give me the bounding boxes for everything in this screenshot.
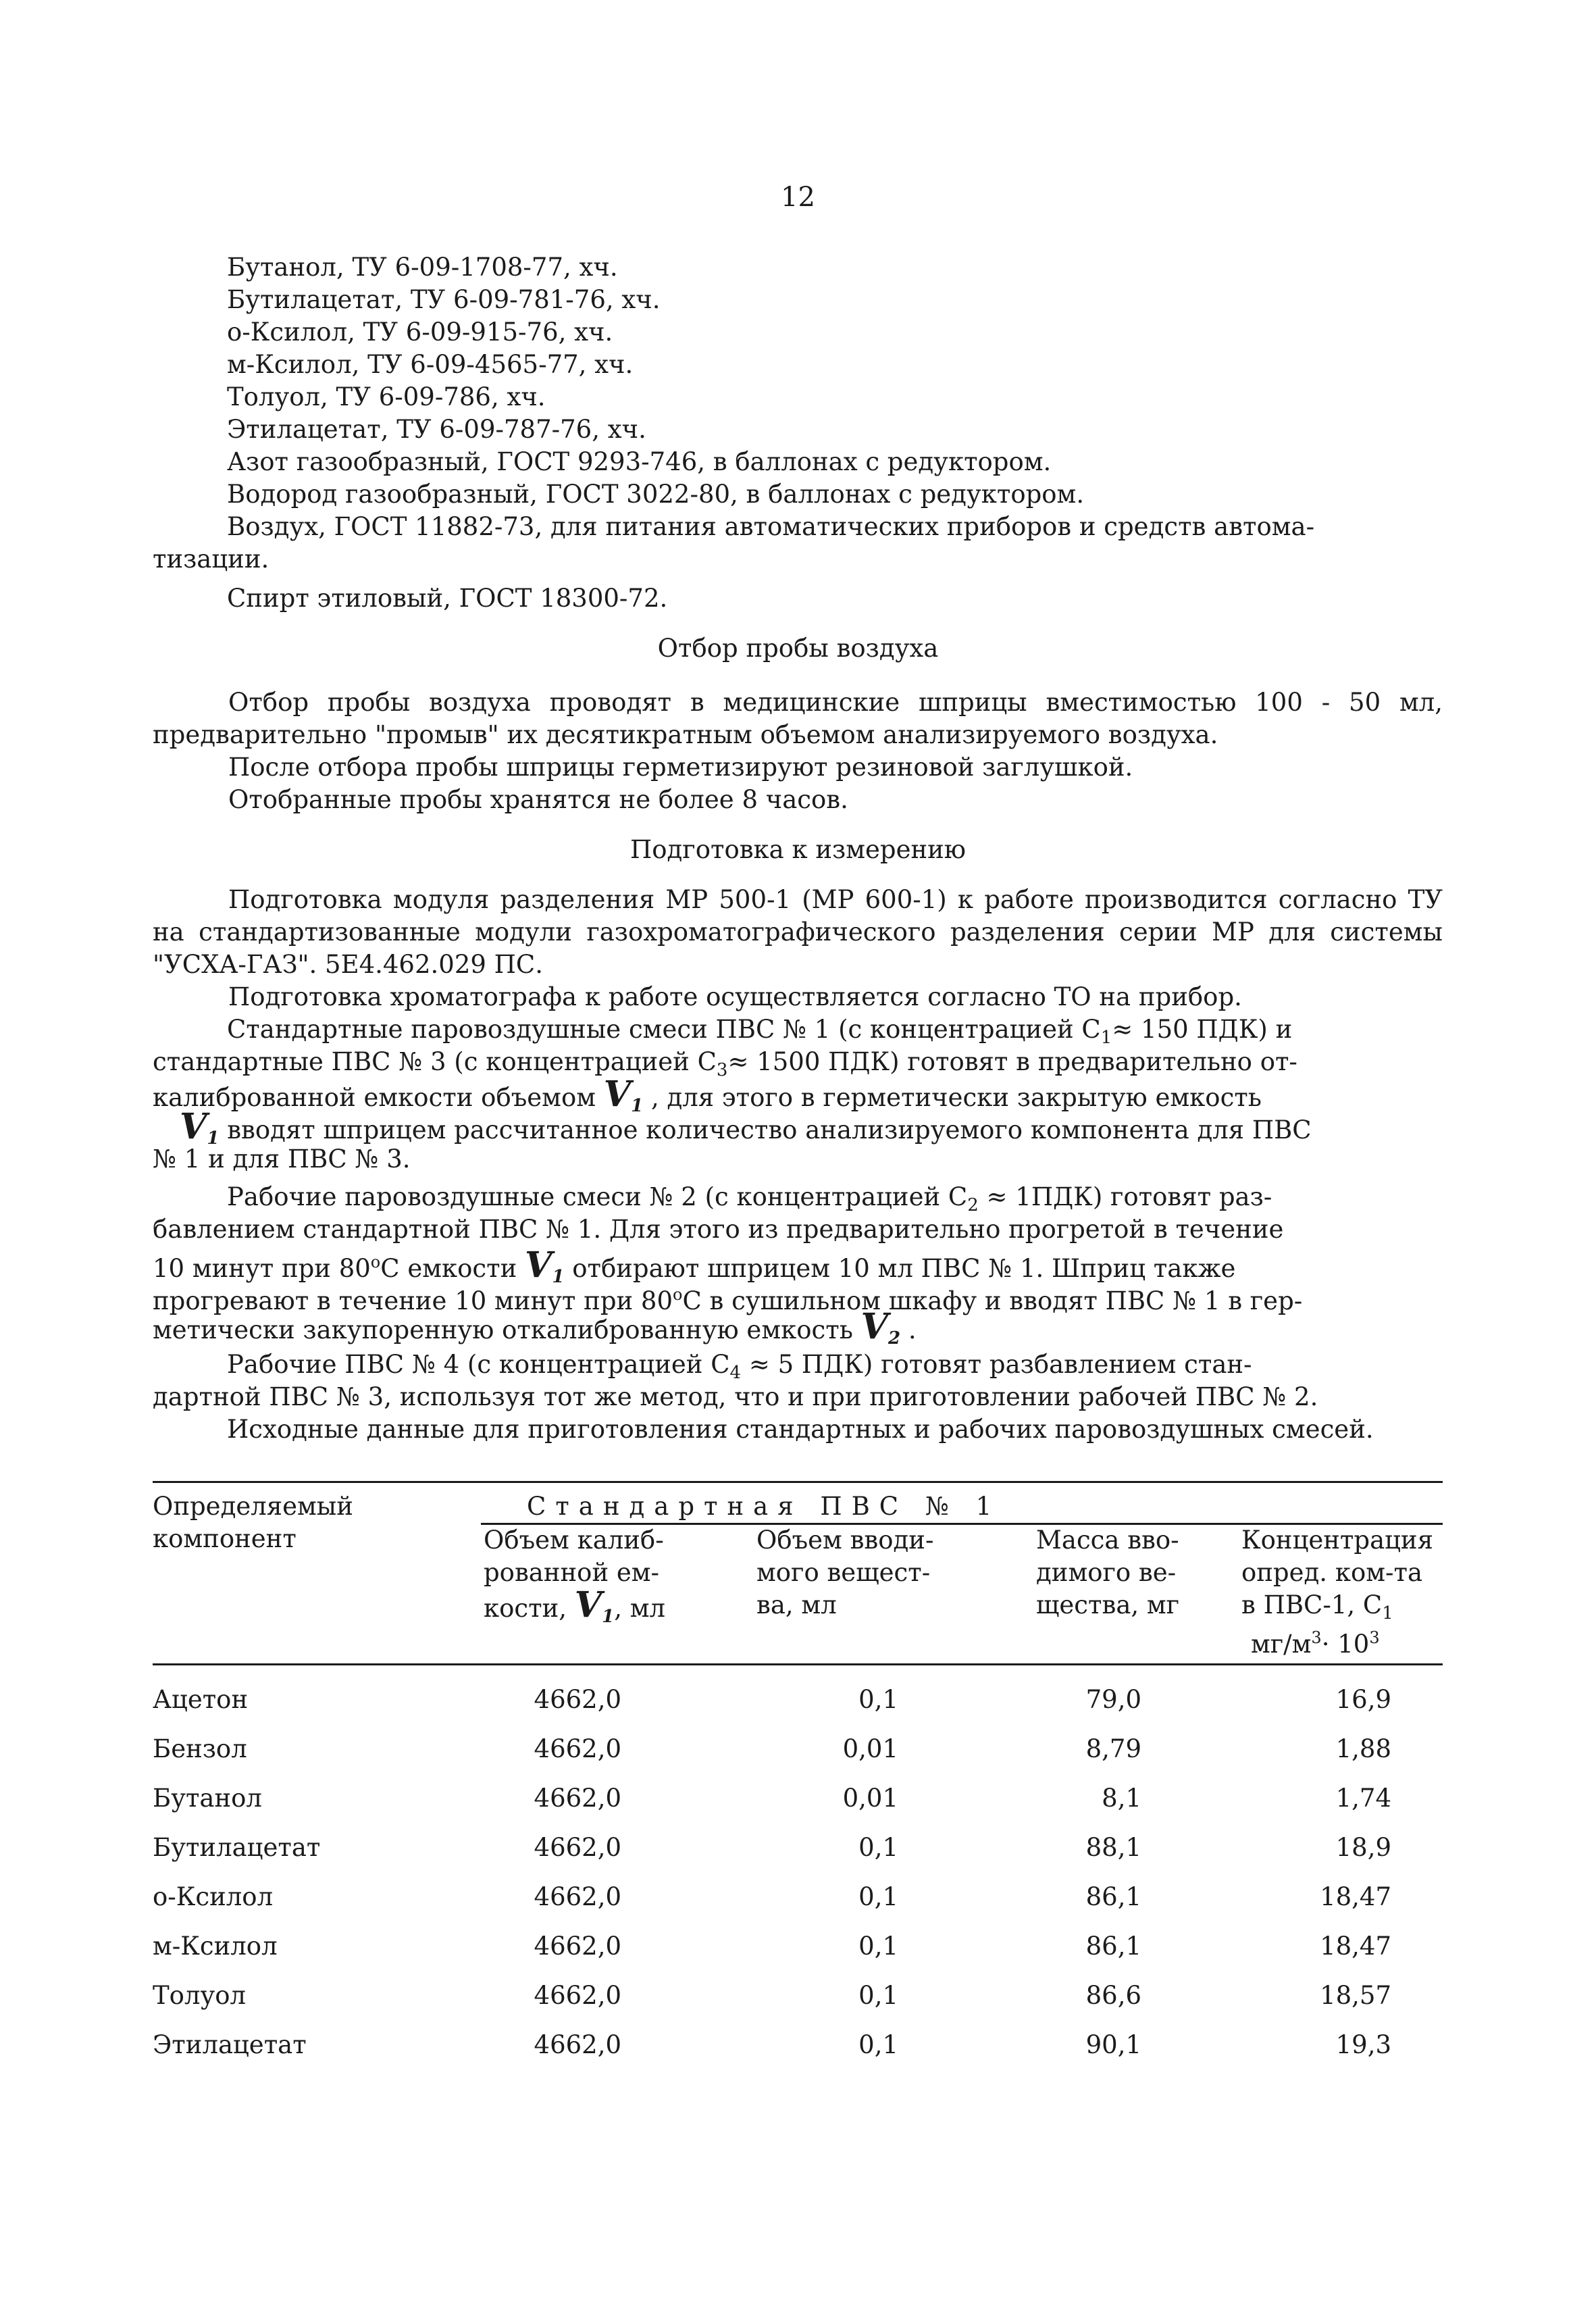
- section-heading-preparation: Подготовка к измерению: [629, 835, 967, 864]
- v2-symbol: $V_2$: [860, 1306, 901, 1349]
- table-header-injected-volume: мого вещест-: [756, 1558, 931, 1587]
- cell-calibrated-volume: 4662,0: [534, 1833, 621, 1862]
- cell-mass: 90,1: [1085, 2030, 1141, 2059]
- cell-injected-volume: 0,1: [858, 1981, 898, 2010]
- cell-mass: 79,0: [1085, 1685, 1141, 1714]
- cell-calibrated-volume: 4662,0: [534, 1784, 621, 1813]
- text-line: № 1 и для ПВС № 3.: [153, 1145, 411, 1174]
- table-header-concentration: опред. ком-та: [1241, 1558, 1423, 1587]
- material-line: Спирт этиловый, ГОСТ 18300-72.: [227, 584, 668, 613]
- table-header-component: Определяемый: [153, 1492, 353, 1521]
- cell-concentration: 18,47: [1320, 1882, 1391, 1911]
- text-line: Рабочие паровоздушные смеси № 2 (с концентрацией $C_2 \approx 1ПДК$) готовят раз-: [227, 1182, 1272, 1215]
- material-line: Воздух, ГОСТ 11882-73, для питания автоматических приборов и средств автома-: [227, 512, 1315, 541]
- cell-injected-volume: 0,1: [858, 2030, 898, 2059]
- cell-concentration: 1,74: [1335, 1784, 1391, 1813]
- paragraph-module-preparation: Подготовка модуля разделения МР 500-1 (МР 600-1) к работе производится согласно ТУ на стандартизованные модули газохроматографического разделения серии МР для системы "УСХА-ГАЗ". 5Е4.462.029 ПС.: [153, 885, 1443, 979]
- cell-calibrated-volume: 4662,0: [534, 1685, 621, 1714]
- cell-mass: 86,6: [1085, 1981, 1141, 2010]
- cell-concentration: 18,47: [1320, 1932, 1391, 1961]
- text-line: метически закупоренную откалиброванную емкость $V_2$ .: [153, 1306, 917, 1349]
- text-line: $V_1$ вводят шприцем рассчитанное количество анализируемого компонента для ПВС: [180, 1106, 1312, 1149]
- table-header-concentration: в ПВС-1, $C_1$: [1241, 1590, 1393, 1624]
- text-line: Стандартные паровоздушные смеси ПВС № 1 (с концентрацией $C_1\approx 150$ ПДК) и: [227, 1015, 1293, 1048]
- table-header-mass: Масса вво-: [1036, 1526, 1179, 1555]
- table-header-rule: [153, 1663, 1443, 1665]
- material-line: Азот газообразный, ГОСТ 9293-746, в баллонах с редуктором.: [227, 447, 1052, 476]
- paragraph-syringe-seal: После отбора пробы шприцы герметизируют резиновой заглушкой.: [228, 753, 1133, 782]
- material-line-continuation: тизации.: [153, 545, 269, 574]
- table-group-header: Стандартная ПВС № 1: [527, 1492, 1002, 1521]
- cell-mass: 86,1: [1085, 1932, 1141, 1961]
- table-header-component: компонент: [153, 1524, 297, 1553]
- material-line: Этилацетат, ТУ 6-09-787-76, хч.: [227, 415, 646, 444]
- v1-symbol: $V_1$: [180, 1106, 220, 1149]
- v1-symbol: $V_1$: [574, 1584, 615, 1627]
- cell-calibrated-volume: 4662,0: [534, 2030, 621, 2059]
- cell-mass: 86,1: [1085, 1882, 1141, 1911]
- text-line: калиброванной емкости объемом $V_1$ , для этого в герметически закрытую емкость: [153, 1074, 1262, 1116]
- cell-concentration: 19,3: [1335, 2030, 1391, 2059]
- table-header-mass: щества, мг: [1036, 1590, 1180, 1619]
- cell-component: Бензол: [153, 1734, 247, 1763]
- cell-mass: 8,79: [1085, 1734, 1141, 1763]
- cell-mass: 8,1: [1102, 1784, 1141, 1813]
- text-line: прогревают в течение 10 минут при $80^оС$ в сушильном шкафу и вводят ПВС № 1 в гер-: [153, 1285, 1303, 1315]
- cell-calibrated-volume: 4662,0: [534, 1734, 621, 1763]
- cell-mass: 88,1: [1085, 1833, 1141, 1862]
- cell-concentration: 18,57: [1320, 1981, 1391, 2010]
- cell-component: Бутанол: [153, 1784, 262, 1813]
- cell-concentration: 1,88: [1335, 1734, 1391, 1763]
- v1-symbol: $V_1$: [603, 1074, 644, 1116]
- table-header-injected-volume: ва, мл: [756, 1590, 837, 1619]
- table-header-calibrated-volume: рованной ем-: [484, 1558, 660, 1587]
- cell-component: м-Ксилол: [153, 1932, 278, 1961]
- cell-component: Бутилацетат: [153, 1833, 321, 1862]
- cell-calibrated-volume: 4662,0: [534, 1981, 621, 2010]
- table-header-concentration-unit: $мг/м^3\cdot 10^3$: [1251, 1628, 1380, 1659]
- cell-component: Ацетон: [153, 1685, 249, 1714]
- text-line: Рабочие ПВС № 4 (с концентрацией $C_4 \approx 5$ ПДК) готовят разбавлением стан-: [227, 1350, 1252, 1383]
- material-line: о-Ксилол, ТУ 6-09-915-76, хч.: [227, 318, 613, 347]
- cell-calibrated-volume: 4662,0: [534, 1882, 621, 1911]
- table-header-calibrated-volume: кости, $V_1$, мл: [484, 1584, 666, 1627]
- page-number: 12: [781, 182, 815, 213]
- text-line: Исходные данные для приготовления стандартных и рабочих паровоздушных смесей.: [227, 1415, 1374, 1444]
- cell-concentration: 18,9: [1335, 1833, 1391, 1862]
- cell-injected-volume: 0,1: [858, 1882, 898, 1911]
- cell-injected-volume: 0,1: [858, 1685, 898, 1714]
- table-top-rule: [153, 1481, 1443, 1483]
- table-header-concentration: Концентрация: [1241, 1526, 1433, 1555]
- cell-concentration: 16,9: [1335, 1685, 1391, 1714]
- cell-injected-volume: 0,01: [842, 1734, 898, 1763]
- text-line: 10 минут при $80^оС$ емкости $V_1$ отбирают шприцем 10 мл ПВС № 1. Шприц также: [153, 1244, 1236, 1287]
- text-line: дартной ПВС № 3, используя тот же метод, что и при приготовлении рабочей ПВС № 2.: [153, 1382, 1318, 1411]
- v1-symbol: $V_1$: [525, 1244, 565, 1287]
- cell-injected-volume: 0,01: [842, 1784, 898, 1813]
- material-line: Бутанол, ТУ 6-09-1708-77, хч.: [227, 253, 618, 282]
- text-line: стандартные ПВС № 3 (с концентрацией $C_3\approx 1500$ ПДК) готовят в предварительно от-: [153, 1047, 1297, 1080]
- paragraph-storage: Отобранные пробы хранятся не более 8 часов.: [228, 785, 848, 814]
- material-line: Бутилацетат, ТУ 6-09-781-76, хч.: [227, 285, 661, 314]
- paragraph-chromatograph: Подготовка хроматографа к работе осуществляется согласно ТО на прибор.: [228, 982, 1242, 1011]
- cell-component: Этилацетат: [153, 2030, 307, 2059]
- paragraph-air-sampling: Отбор пробы воздуха проводят в медицинские шприцы вместимостью 100 - 50 мл, предварительно "промыв" их десятикратным объемом анализируемого воздуха.: [153, 688, 1443, 749]
- table-header-calibrated-volume: Объем калиб-: [484, 1526, 664, 1555]
- section-heading-air-sampling: Отбор пробы воздуха: [657, 634, 939, 663]
- cell-calibrated-volume: 4662,0: [534, 1932, 621, 1961]
- cell-injected-volume: 0,1: [858, 1833, 898, 1862]
- cell-injected-volume: 0,1: [858, 1932, 898, 1961]
- material-line: м-Ксилол, ТУ 6-09-4565-77, хч.: [227, 350, 634, 379]
- cell-component: Толуол: [153, 1981, 247, 2010]
- table-header-injected-volume: Объем вводи-: [756, 1526, 934, 1555]
- table-header-mass: димого ве-: [1036, 1558, 1177, 1587]
- cell-component: о-Ксилол: [153, 1882, 274, 1911]
- material-line: Водород газообразный, ГОСТ 3022-80, в баллонах с редуктором.: [227, 480, 1085, 509]
- material-line: Толуол, ТУ 6-09-786, хч.: [227, 382, 546, 411]
- text-line: бавлением стандартной ПВС № 1. Для этого из предварительно прогретой в течение: [153, 1215, 1284, 1244]
